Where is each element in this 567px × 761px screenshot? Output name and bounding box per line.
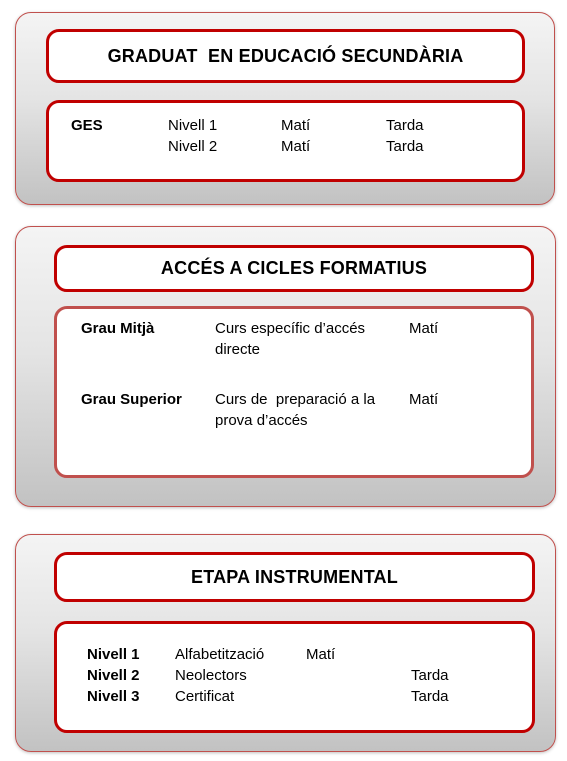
grau-mitja-schedule: Matí	[409, 320, 439, 337]
ges-title: GRADUAT EN EDUCACIÓ SECUNDÀRIA	[107, 45, 464, 66]
grau-superior-course-line2: prova d’accés	[215, 412, 308, 429]
instrumental-content-box	[54, 621, 535, 733]
grau-mitja-label: Grau Mitjà	[81, 320, 155, 337]
cicles-panel	[15, 226, 556, 507]
instrumental-level-1-name: Alfabetització	[175, 646, 265, 663]
cicles-title-box	[54, 245, 534, 292]
grau-mitja-course-line2: directe	[215, 341, 261, 358]
instrumental-level-2-afternoon: Tarda	[411, 667, 449, 684]
instrumental-title: ETAPA INSTRUMENTAL	[191, 566, 398, 587]
ges-label: GES	[71, 117, 103, 134]
cicles-content-box	[54, 306, 534, 478]
instrumental-level-1: Nivell 1	[87, 646, 140, 663]
grau-superior-label: Grau Superior	[81, 391, 182, 408]
instrumental-level-3: Nivell 3	[87, 688, 140, 705]
ges-level-1: Nivell 1	[168, 117, 218, 134]
grau-superior-schedule: Matí	[409, 391, 439, 408]
instrumental-level-3-afternoon: Tarda	[411, 688, 449, 705]
instrumental-level-3-name: Certificat	[175, 688, 235, 705]
grau-superior-course-line1: Curs de preparació a la	[215, 391, 376, 408]
ges-level-1-afternoon: Tarda	[386, 117, 424, 134]
instrumental-title-box	[54, 552, 535, 602]
instrumental-level-2-name: Neolectors	[175, 667, 247, 684]
instrumental-level-2: Nivell 2	[87, 667, 140, 684]
instrumental-level-1-morning: Matí	[306, 646, 336, 663]
instrumental-panel	[15, 534, 556, 752]
ges-level-1-morning: Matí	[281, 117, 311, 134]
ges-content-box	[46, 100, 525, 182]
ges-level-2-afternoon: Tarda	[386, 138, 424, 155]
grau-mitja-course-line1: Curs específic d’accés	[215, 320, 366, 337]
ges-level-2: Nivell 2	[168, 138, 218, 155]
ges-title-box	[46, 29, 525, 83]
ges-panel	[15, 12, 555, 205]
cicles-title: ACCÉS A CICLES FORMATIUS	[160, 258, 428, 278]
ges-level-2-morning: Matí	[281, 138, 311, 155]
